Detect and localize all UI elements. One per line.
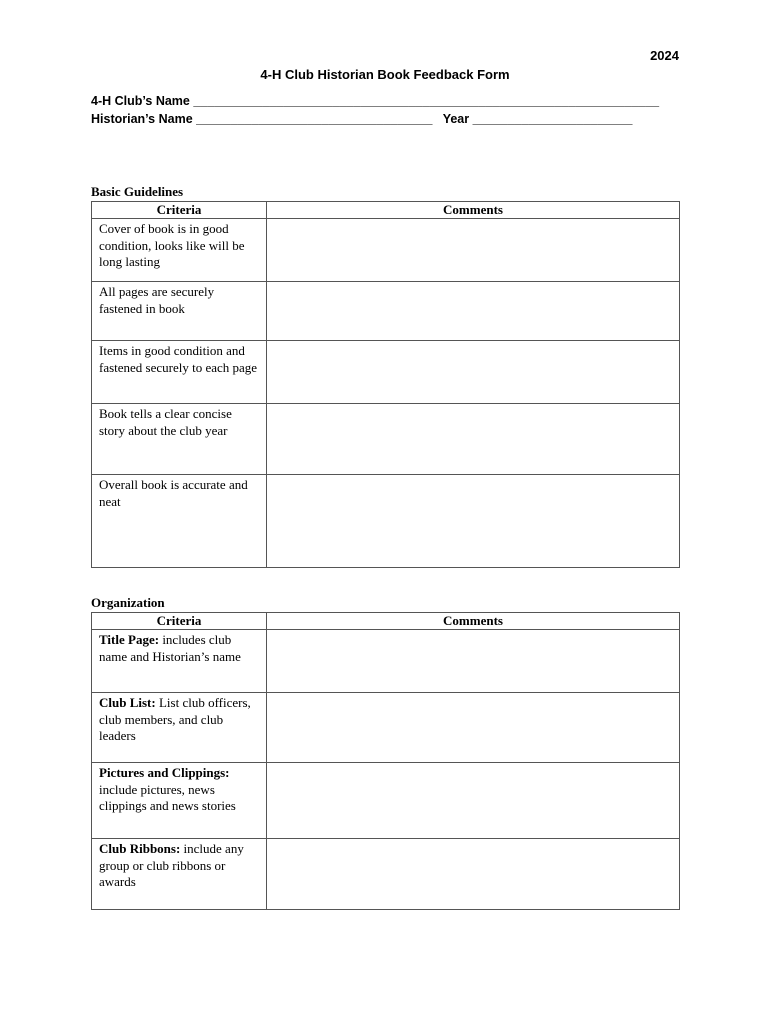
table-row: [92, 219, 680, 282]
comments-cell[interactable]: [267, 219, 680, 282]
year-label: Year: [442, 112, 470, 126]
criteria-bold-label: Club Ribbons:: [99, 841, 181, 856]
criteria-cell: Overall book is accurate and neat: [92, 475, 267, 568]
criteria-cell: [92, 630, 267, 693]
table-row: [92, 630, 680, 693]
comments-header: Comments: [267, 202, 680, 219]
comments-cell[interactable]: [267, 282, 680, 341]
criteria-text: includes club name and Historian’s name: [99, 632, 241, 664]
criteria-header: Criteria: [92, 202, 267, 219]
criteria-text: List club officers, club members, and club leaders: [99, 695, 251, 743]
basic-guidelines-title: Basic Guidelines: [91, 184, 184, 199]
comments-cell[interactable]: [267, 839, 680, 910]
criteria-cell: [92, 839, 267, 910]
historian-name-field[interactable]: Historian’s Name __________________________________ Year _______________________: [91, 112, 633, 126]
table-row: [92, 763, 680, 839]
table-header-row: [92, 202, 680, 219]
criteria-text: include pictures, news clippings and news stories: [99, 781, 236, 813]
comments-cell[interactable]: [267, 404, 680, 475]
criteria-cell: [92, 693, 267, 763]
criteria-cell: Cover of book is in good condition, looks like will be long lasting: [92, 219, 267, 282]
club-name-label: 4-H Club’s Name: [91, 94, 190, 108]
criteria-cell: All pages are securely fastened in book: [92, 282, 267, 341]
organization-table: [91, 612, 680, 910]
table-row: [92, 282, 680, 341]
club-name-field[interactable]: 4-H Club’s Name ___________________________________________________________________: [91, 94, 660, 108]
comments-cell[interactable]: [267, 475, 680, 568]
basic-guidelines-table: [91, 201, 680, 568]
criteria-cell: Book tells a clear concise story about the club year: [92, 404, 267, 475]
table-row: [92, 404, 680, 475]
criteria-bold-label: Club List:: [99, 695, 156, 710]
table-row: [92, 475, 680, 568]
comments-cell[interactable]: [267, 763, 680, 839]
criteria-bold-label: Title Page:: [99, 632, 160, 647]
comments-cell[interactable]: [267, 630, 680, 693]
comments-cell[interactable]: [267, 693, 680, 763]
organization-title: Organization: [91, 595, 165, 610]
criteria-text: include any group or club ribbons or awards: [99, 841, 244, 889]
criteria-cell: [92, 763, 267, 839]
criteria-header: Criteria: [92, 613, 267, 630]
criteria-cell: Items in good condition and fastened securely to each page: [92, 341, 267, 404]
comments-header: Comments: [267, 613, 680, 630]
form-title: 4-H Club Historian Book Feedback Form: [260, 67, 510, 82]
criteria-bold-label: Pictures and Clippings:: [99, 765, 230, 780]
table-row: [92, 341, 680, 404]
table-row: [92, 839, 680, 910]
form-year: 2024: [650, 48, 679, 63]
historian-name-label: Historian’s Name: [91, 112, 193, 126]
comments-cell[interactable]: [267, 341, 680, 404]
table-row: [92, 693, 680, 763]
table-header-row: [92, 613, 680, 630]
